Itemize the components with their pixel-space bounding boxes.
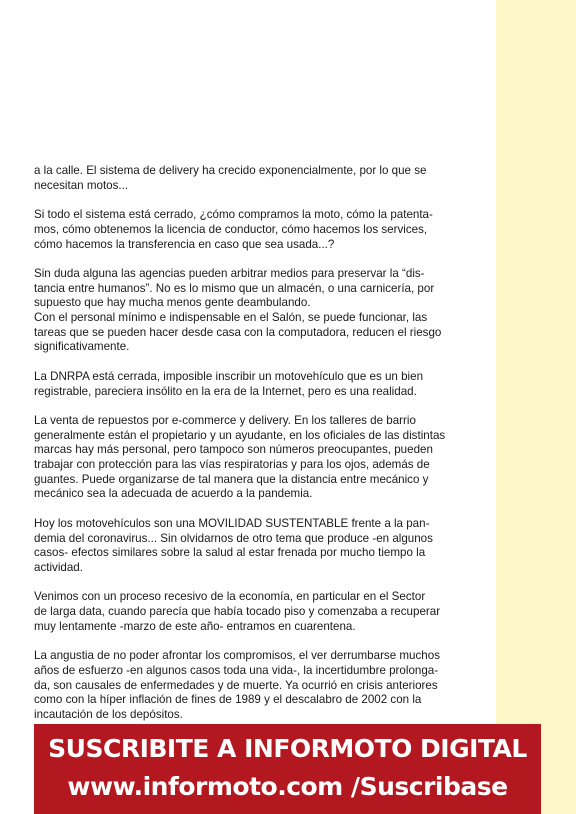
paragraph-line: Sin duda alguna las agencias pueden arbitrar medios para preservar la “dis- — [34, 266, 425, 280]
paragraph-line: mos, cómo obtenemos la licencia de conductor, cómo hacemos los services, — [34, 222, 428, 236]
paragraph-line: Si todo el sistema está cerrado, ¿cómo compramos la moto, cómo la patenta- — [34, 208, 433, 222]
paragraph-line: da, son causales de enfermedades y de muerte. Ya ocurrió en crisis anteriores — [34, 678, 438, 692]
paragraph-line: registrable, pareciera insólito en la era de la Internet, pero es una realidad. — [34, 384, 417, 398]
article-paragraph — [34, 590, 454, 634]
paragraph-line: años de esfuerzo -en algunos casos toda una vida-, la incertidumbre prolonga- — [34, 663, 439, 677]
paragraph-line: generalmente están el propietario y un ayudante, en los oficiales de las distintas — [34, 428, 446, 442]
paragraph-line: casos- efectos similares sobre la salud al estar frenada por mucho tiempo la — [34, 546, 426, 560]
paragraph-line: Hoy los motovehículos son una MOVILIDAD SUSTENTABLE frente a la pan- — [34, 516, 430, 530]
article-body — [34, 164, 454, 752]
paragraph-line: tancia entre humanos”. No es lo mismo que un almacén, o una carnicería, por — [34, 281, 435, 295]
paragraph-line: de larga data, cuando parecía que había tocado piso y comenzaba a recuperar — [34, 605, 441, 618]
paragraph-line: necesitan motos... — [34, 178, 129, 192]
paragraph-line: a la calle. El sistema de delivery ha crecido exponencialmente, por lo que se — [34, 164, 427, 177]
article-paragraph — [34, 517, 454, 576]
paragraph-line: La angustia de no poder afrontar los compromisos, el ver derrumbarse muchos — [34, 649, 440, 663]
article-paragraph — [34, 370, 454, 399]
article-paragraph — [34, 267, 454, 355]
paragraph-line: muy lentamente -marzo de este año- entramos en cuarentena. — [34, 619, 356, 633]
paragraph-line: cómo hacemos la transferencia en caso que sea usada...? — [34, 237, 335, 251]
paragraph-line: Con el personal mínimo e indispensable en el Salón, se puede funcionar, las — [34, 311, 428, 324]
paragraph-line: La venta de repuestos por e-commerce y delivery. En los talleres de barrio — [34, 413, 416, 427]
paragraph-line: marcas hay más personal, pero tampoco son números preocupantes, pueden — [34, 443, 433, 457]
side-color-band — [496, 0, 576, 814]
paragraph-line: La DNRPA está cerrada, imposible inscribir un motovehículo que es un bien — [34, 369, 424, 383]
paragraph-line: mecánico sea la adecuada de acuerdo a la pandemia. — [34, 487, 313, 501]
paragraph-line: tareas que se pueden hacer desde casa con la computadora, reducen el riesgo — [34, 325, 442, 339]
paragraph-line: significativamente. — [34, 340, 130, 354]
paragraph-line: guantes. Puede organizarse de tal manera que la distancia entre mecánico y — [34, 472, 429, 486]
subscribe-banner-url[interactable]: www.informoto.com /Suscribase — [67, 772, 508, 801]
paragraph-line: Venimos con un proceso recesivo de la economía, en particular en el Sector — [34, 590, 426, 604]
paragraph-line: supuesto que hay mucha menos gente deambulando. — [34, 296, 311, 310]
paragraph-line: como con la híper inflación de fines de 1989 y el descalabro de 2002 con la — [34, 693, 422, 707]
paragraph-line: demia del coronavirus... Sin olvidarnos de otro tema que produce -en algunos — [34, 531, 433, 545]
subscribe-banner-title: SUSCRIBITE A INFORMOTO DIGITAL — [48, 734, 527, 763]
paragraph-line: trabajar con protección para las vías respiratorias y para los ojos, además de — [34, 458, 430, 471]
paragraph-line: incautación de los depósitos. — [34, 707, 183, 721]
article-paragraph — [34, 414, 454, 502]
article-paragraph — [34, 208, 454, 252]
article-paragraph — [34, 164, 454, 193]
paragraph-line: actividad. — [34, 560, 83, 574]
subscribe-banner[interactable] — [34, 724, 541, 814]
